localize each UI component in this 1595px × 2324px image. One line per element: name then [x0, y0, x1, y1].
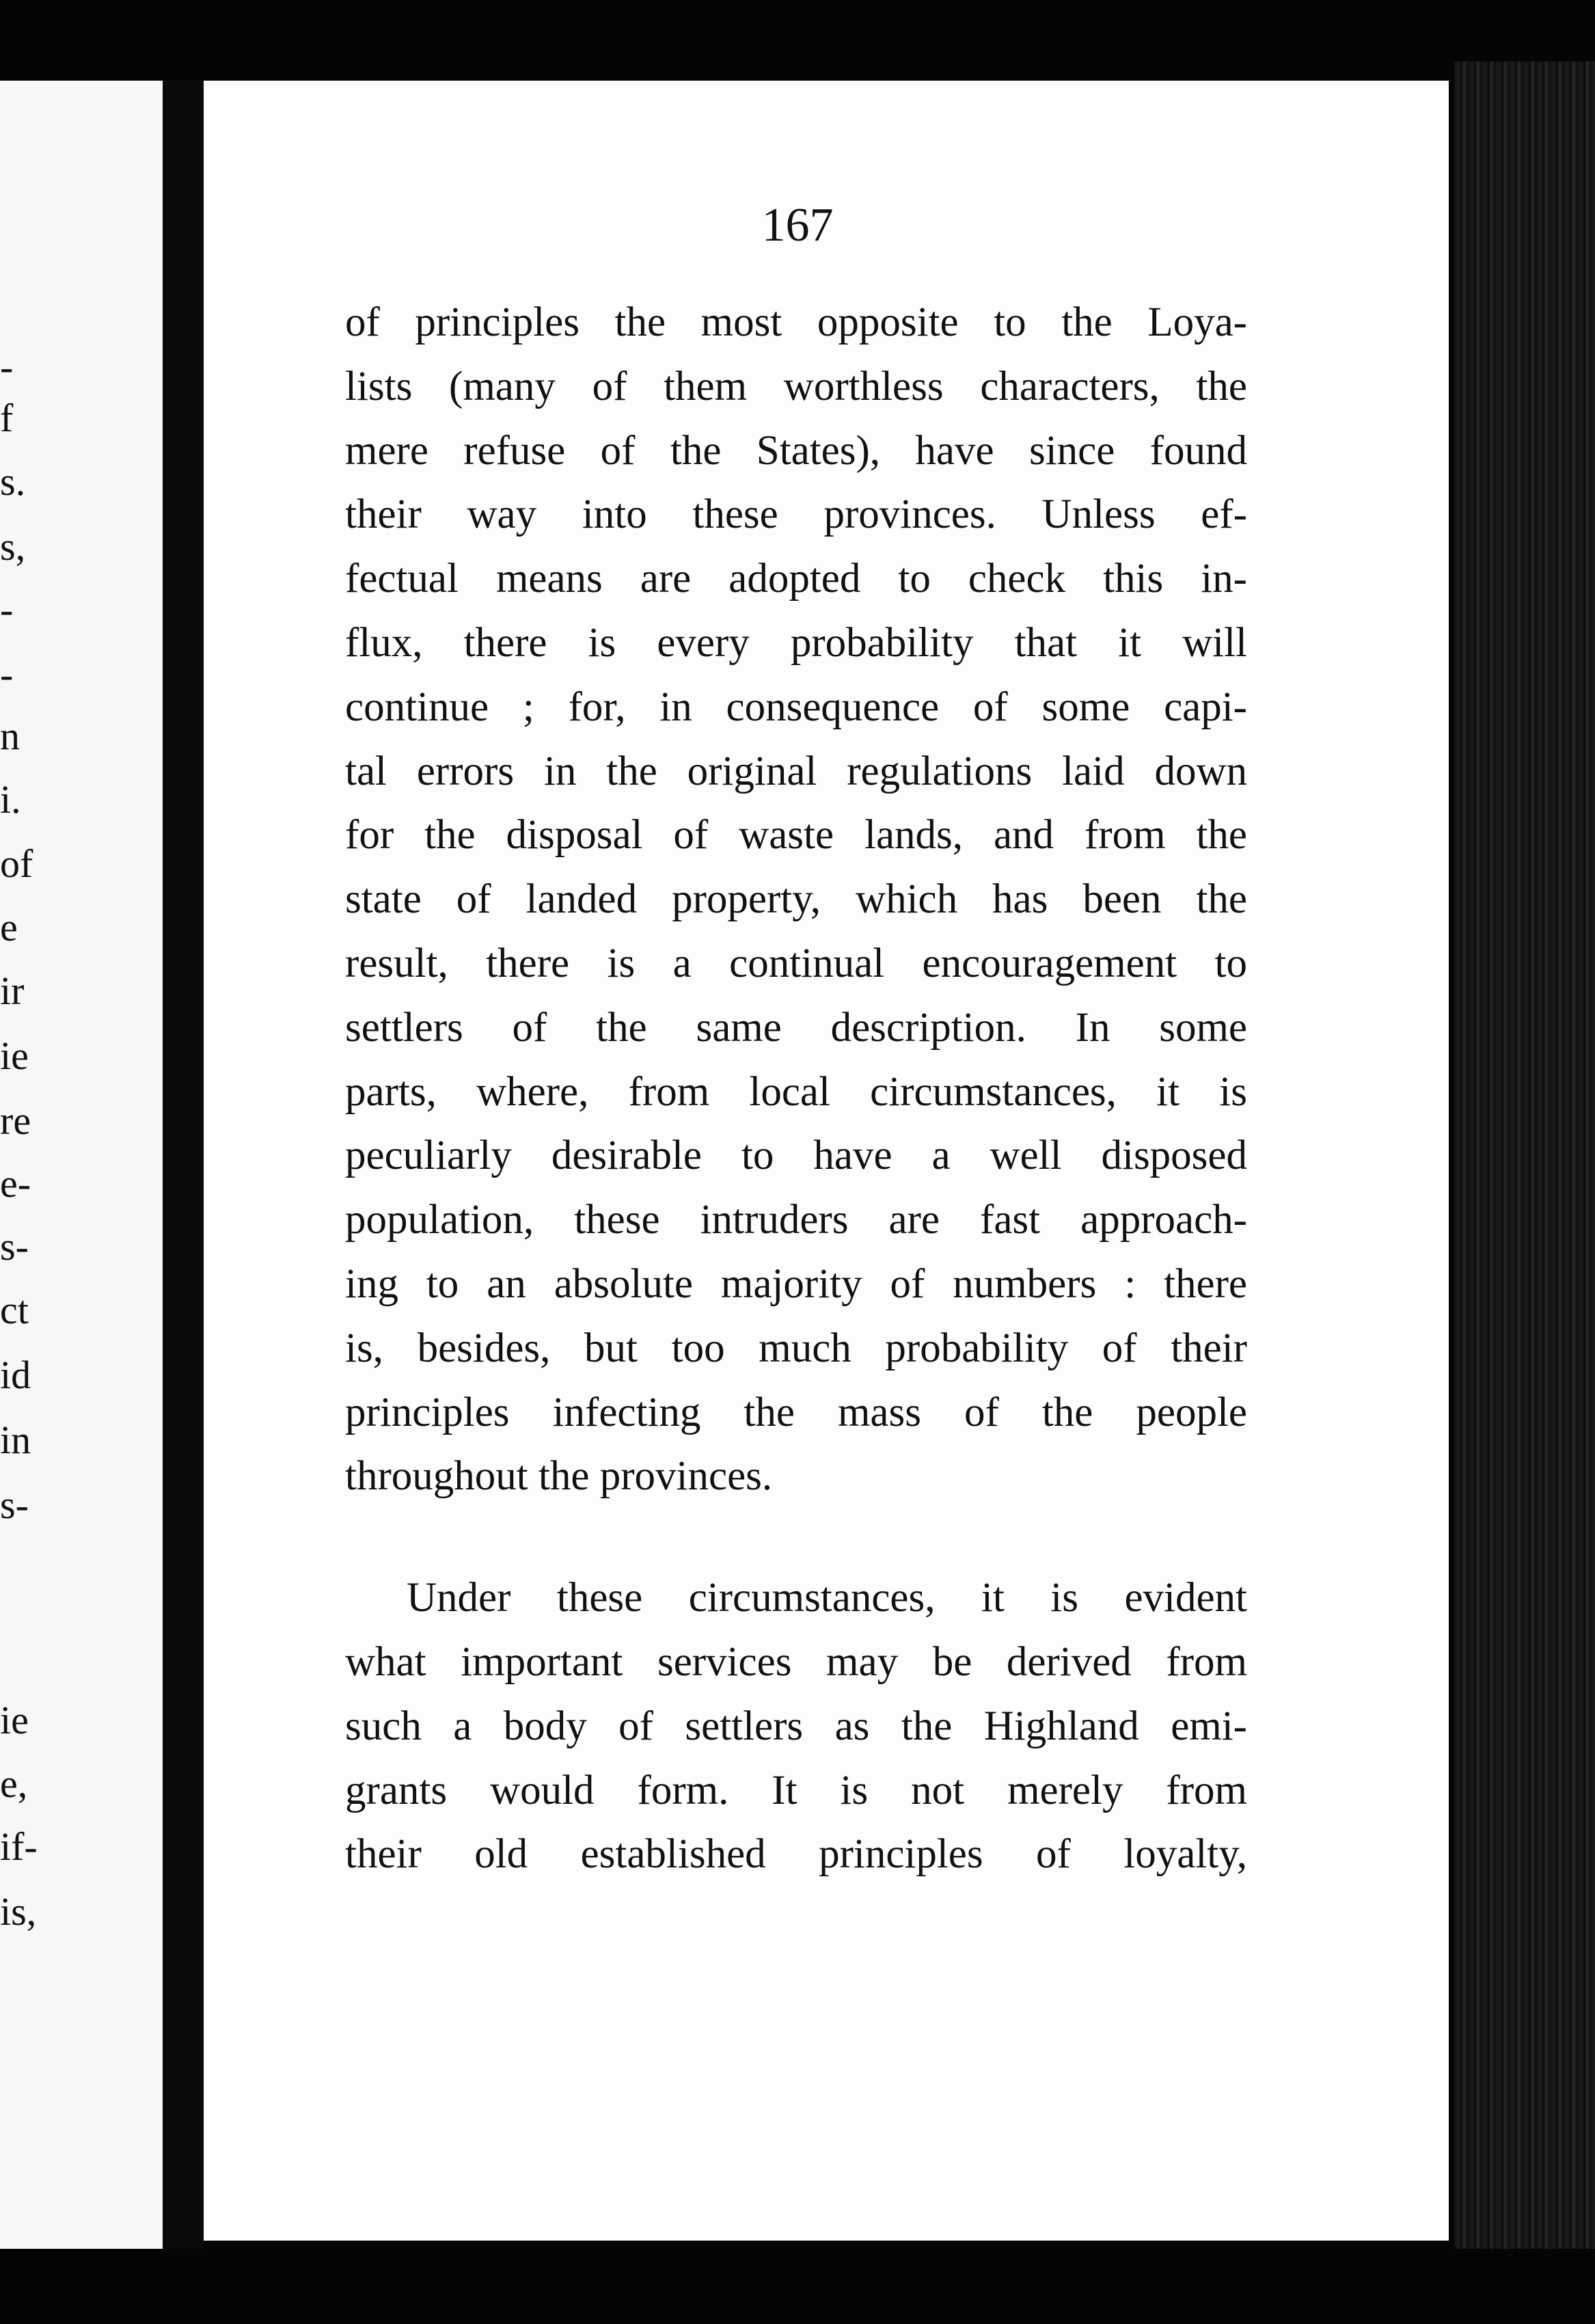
text-line: parts, where, from local circumstances, it is: [345, 1068, 1247, 1115]
text-line: tal errors in the original regulations laid down: [345, 748, 1247, 794]
book-gutter: [163, 81, 204, 2254]
left-page-fragment: i.: [0, 777, 21, 822]
left-page-fragment: e: [0, 905, 18, 949]
left-page-fragment: -: [0, 344, 14, 389]
left-page-fragment: n: [0, 714, 20, 758]
text-line: result, there is a continual encouragement to: [345, 940, 1247, 986]
left-page-fragment: e,: [0, 1761, 28, 1806]
text-line: settlers of the same description. In some: [345, 1004, 1247, 1051]
text-line: what important services may be derived from: [345, 1638, 1247, 1685]
left-page: [0, 81, 163, 2254]
left-page-fragment: s-: [0, 1224, 29, 1269]
left-page-fragment: e-: [0, 1161, 31, 1206]
left-page-fragment: re: [0, 1098, 31, 1143]
left-page-fragment: if-: [0, 1824, 38, 1869]
left-page-fragment: ie: [0, 1033, 29, 1078]
left-page-fragment: s.: [0, 459, 26, 504]
left-page-fragment: is,: [0, 1889, 37, 1934]
text-line: peculiarly desirable to have a well disposed: [345, 1133, 1247, 1179]
text-line: for the disposal of waste lands, and from the: [345, 812, 1247, 859]
text-line: is, besides, but too much probability of their: [345, 1325, 1247, 1371]
left-page-fragment: ct: [0, 1288, 29, 1332]
text-line: lists (many of them worthless characters, the: [345, 363, 1247, 409]
text-line: mere refuse of the States), have since found: [345, 427, 1247, 474]
left-page-fragment: -: [0, 652, 14, 697]
left-page-fragment: of: [0, 841, 33, 886]
left-page-fragment: s,: [0, 524, 26, 569]
left-page-fragment: ie: [0, 1698, 29, 1742]
body-text: [345, 290, 1247, 1887]
text-line: their way into these provinces. Unless ef-: [345, 491, 1247, 538]
text-line: such a body of settlers as the Highland emi-: [345, 1703, 1247, 1749]
text-line: continue ; for, in consequence of some capi-: [345, 684, 1247, 730]
left-page-fragment: in: [0, 1418, 31, 1462]
text-line: grants would form. It is not merely from: [345, 1767, 1247, 1813]
left-page-fragment: s-: [0, 1483, 29, 1527]
book-fore-edge: [1454, 62, 1595, 2262]
text-line: population, these intruders are fast approach-: [345, 1197, 1247, 1243]
text-line: principles infecting the mass of the people: [345, 1389, 1247, 1435]
text-line: flux, there is every probability that it will: [345, 619, 1247, 666]
text-line: state of landed property, which has been the: [345, 876, 1247, 923]
text-line: ing to an absolute majority of numbers : there: [345, 1260, 1247, 1307]
text-line: fectual means are adopted to check this in-: [345, 556, 1247, 602]
paragraph: [345, 1566, 1247, 1887]
text-line: of principles the most opposite to the Loya-: [345, 299, 1247, 345]
page-number: 167: [761, 199, 834, 252]
paragraph-gap: [345, 1509, 1247, 1566]
scan-bottom-edge: [0, 2249, 1595, 2324]
left-page-fragment: id: [0, 1353, 31, 1397]
left-page-fragment: ir: [0, 969, 25, 1013]
text-line: throughout the provinces.: [345, 1453, 773, 1500]
paragraph: [345, 290, 1247, 1509]
text-line: their old established principles of loyalty,: [345, 1831, 1247, 1878]
left-page-fragment: -: [0, 587, 14, 632]
left-page-fragment: f: [0, 396, 14, 440]
text-line: Under these circumstances, it is evident: [407, 1575, 1247, 1621]
